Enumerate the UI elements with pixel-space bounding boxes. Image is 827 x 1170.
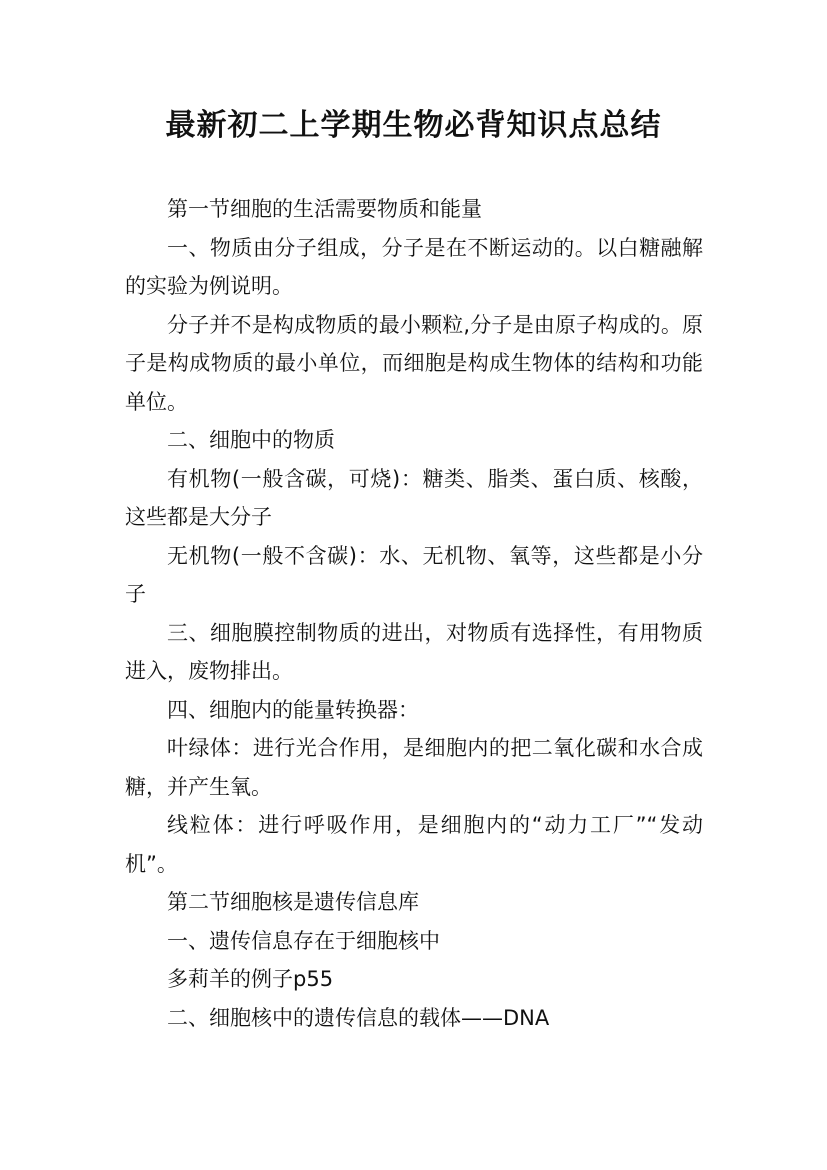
paragraph: 有机物(一般含碳，可烧)：糖类、脂类、蛋白质、核酸，这些都是大分子 (125, 466, 703, 529)
subheading: 四、细胞内的能量转换器： (167, 697, 419, 722)
paragraph: 多莉羊的例子p55 (167, 967, 334, 991)
paragraph: 三、细胞膜控制物质的进出，对物质有选择性，有用物质进入，废物排出。 (125, 620, 703, 683)
subheading: 二、细胞中的物质 (167, 428, 335, 452)
paragraph: 线粒体：进行呼吸作用，是细胞内的“动力工厂”“发动机”。 (125, 813, 703, 876)
paragraph: 一、物质由分子组成，分子是在不断运动的。以白糖融解的实验为例说明。 (125, 235, 703, 298)
document-title: 最新初二上学期生物必背知识点总结 (165, 108, 662, 143)
section-heading: 第一节细胞的生活需要物质和能量 (167, 197, 482, 221)
paragraph: 无机物(一般不含碳)：水、无机物、氧等，这些都是小分子 (125, 543, 703, 606)
document-body (125, 190, 703, 1037)
paragraph: 分子并不是构成物质的最小颗粒,分子是由原子构成的。原子是构成物质的最小单位，而细胞是构成生物体的结构和功能单位。 (125, 312, 703, 414)
section-heading: 第二节细胞核是遗传信息库 (167, 890, 419, 914)
paragraph: 叶绿体：进行光合作用，是细胞内的把二氧化碳和水合成糖，并产生氧。 (125, 736, 703, 799)
subheading: 二、细胞核中的遗传信息的载体——DNA (167, 1005, 550, 1030)
subheading: 一、遗传信息存在于细胞核中 (167, 928, 440, 953)
